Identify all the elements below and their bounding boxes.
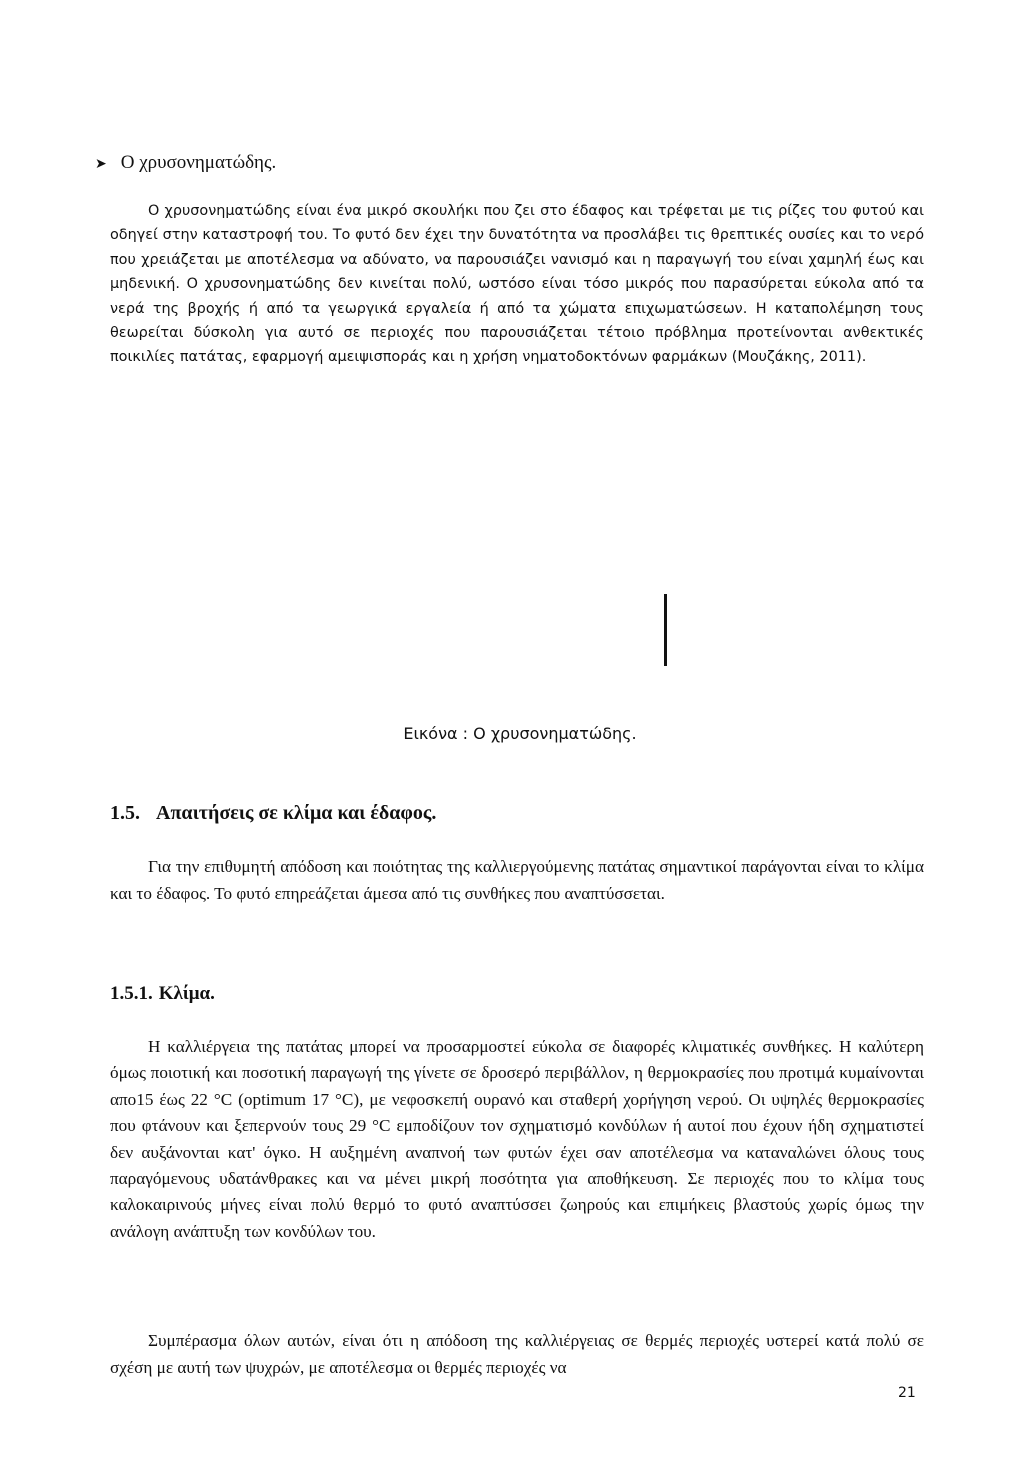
- section-number: 1.5.: [110, 802, 140, 824]
- section-title: Απαιτήσεις σε κλίμα και έδαφος.: [156, 802, 437, 824]
- paragraph-climate: Η καλλιέργεια της πατάτας μπορεί να προσαρμοστεί εύκολα σε διαφορές κλιματικές συνθήκες. Η καλύτερη όμως ποιοτική και ποσοτική παραγωγή της γίνετε σε δροσερό περιβάλλον, η θερμοκρασίες που προτιμά κυμαίνονται απο15 έως 22 °C (optimum 17 °C), με νεφοσκεπή ουρανό και σταθερή χορήγηση νερού. Οι υψηλές θερμοκρασίες που φτάνουν και ξεπερνούν τους 29 °C εμποδίζουν τον σχηματισμό κονδύλων ή αυτοί που έχουν ήδη σχηματιστεί δεν αυξάνονται κατ' όγκο. Η αυξημένη αναπνοή των φυτών έχει σαν αποτέλεσμα να καταναλώνει όλους τους παραγόμενους υδατάνθρακες και να μένει μικρή ποσότητα για αποθήκευση. Σε περιοχές που το κλίμα τους καλοκαιρινούς μήνες είναι πολύ θερμό το φυτό αναπτύσσει ζωηρούς και επιμήκεις βλαστούς χωρίς όμως την ανάλογη ανάπτυξη των κονδύλων του.: [110, 1037, 924, 1241]
- section-heading-1-5: [110, 802, 436, 825]
- bullet-heading-text: Ο χρυσονηματώδης.: [120, 152, 277, 173]
- paragraph-nematode: Ο χρυσονηματώδης είναι ένα μικρό σκουλήκι που ζει στο έδαφος και τρέφεται με τις ρίζες του φυτού και οδηγεί στην καταστροφή του. Το φυτό δεν έχει την δυνατότητα να προσλάβει τις θρεπτικές ουσίες και το νερό που χρειάζεται με αποτέλεσμα να αδύνατο, να παρουσιάζει νανισμό και η παραγωγή του είναι χαμηλή έως και μηδενική. Ο χρυσονηματώδης δεν κινείται πολύ, ωστόσο είναι τόσο μικρός που παρασύρεται εύκολα από τα νερά της βροχής ή από τα γεωργικά εργαλεία ή από τα χώματα επιχωματώσεων. Η καταπολέμηση τους θεωρείται δύσκολη για αυτό σε περιοχές που παρουσιάζεται τέτοιο πρόβλημα προτείνονται ανθεκτικές ποικιλίες πατάτας, εφαρμογή αμειψισποράς και η χρήση νηματοδοκτόνων φαρμάκων (Μουζάκης, 2011).: [110, 203, 924, 366]
- subsection-title: Κλίμα.: [158, 983, 215, 1004]
- subsection-heading-1-5-1: [110, 983, 215, 1005]
- figure-image-fragment: [664, 594, 667, 666]
- paragraph-requirements: Για την επιθυμητή απόδοση και ποιότητας της καλλιεργούμενης πατάτας σημαντικοί παράγονται είναι το κλίμα και το έδαφος. Το φυτό επηρεάζεται άμεσα από τις συνθήκες που αναπτύσσεται.: [110, 857, 924, 903]
- paragraph-conclusion: Συμπέρασμα όλων αυτών, είναι ότι η απόδοση της καλλιέργειας σε θερμές περιοχές υστερεί κατά πολύ σε σχέση με αυτή των ψυχρών, με αποτέλεσμα οι θερμές περιοχές να: [110, 1331, 924, 1377]
- arrow-bullet-icon: ➤: [95, 156, 107, 172]
- subsection-number: 1.5.1.: [110, 983, 153, 1004]
- figure-caption: Εικόνα : Ο χρυσονηματώδης.: [403, 724, 637, 743]
- page-number: 21: [898, 1385, 916, 1401]
- section-bullet-heading: [95, 152, 276, 174]
